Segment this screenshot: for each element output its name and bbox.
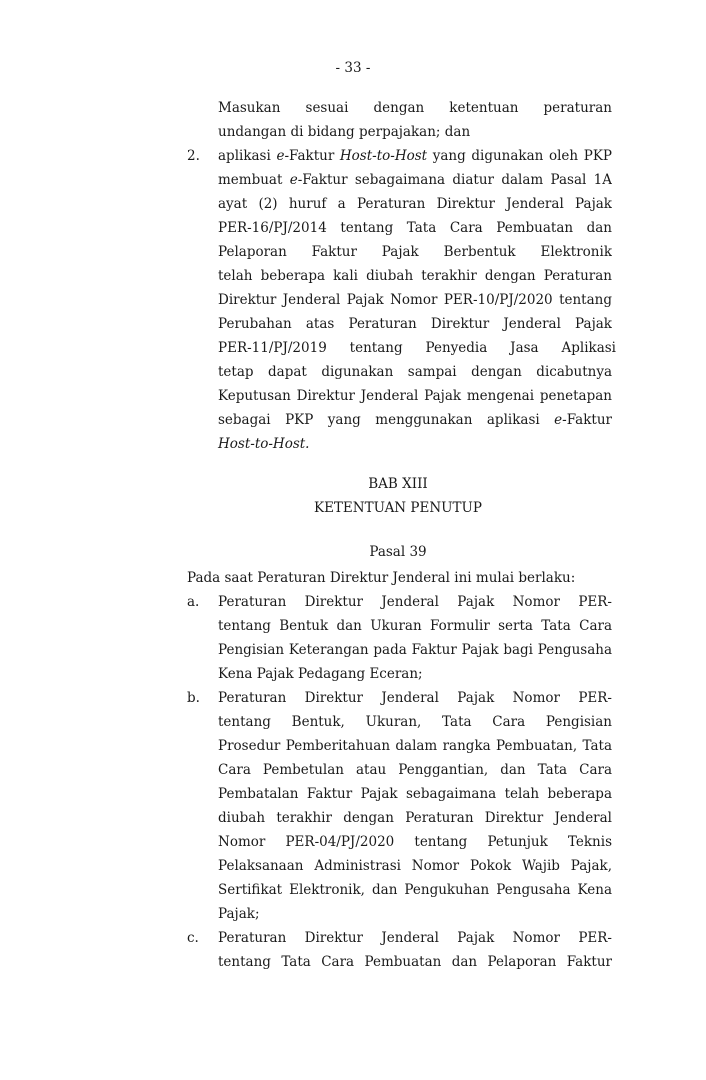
- intro-line-2: undangan di bidang perpajakan; dan: [218, 124, 471, 140]
- item-2-line-6: telah beberapa kali diubah terakhir dengan Peraturan: [218, 268, 612, 284]
- text-segment: Faktur: [566, 412, 612, 428]
- e-prefix: e-: [276, 148, 290, 164]
- item-b-line-7: Nomor PER-04/PJ/2020 tentang Petunjuk Teknis: [218, 834, 612, 850]
- page-number: - 33 -: [335, 60, 371, 76]
- article-intro: Pada saat Peraturan Direktur Jenderal ini mulai berlaku:: [187, 570, 576, 586]
- item-c-line-2: tentang Tata Cara Pembuatan dan Pelaporan Faktur: [218, 954, 612, 970]
- text-segment: Faktur sebagaimana diatur dalam Pasal 1A: [302, 172, 612, 188]
- chapter-subtitle: KETENTUAN PENUTUP: [313, 500, 483, 516]
- item-a-line-3: Pengisian Keterangan pada Faktur Pajak bagi Pengusaha: [218, 642, 612, 658]
- host-to-host-term: Host-to-Host: [339, 148, 428, 164]
- article-title: Pasal 39: [369, 544, 427, 560]
- item-2-line-4: PER-16/PJ/2014 tentang Tata Cara Pembuatan dan: [218, 220, 612, 236]
- item-b-line-3: Prosedur Pemberitahuan dalam rangka Pembuatan, Tata: [218, 738, 612, 754]
- text-segment: aplikasi: [218, 148, 277, 164]
- item-2-line-2: [218, 172, 612, 189]
- item-2-line-8: Perubahan atas Peraturan Direktur Jenderal Pajak: [218, 316, 612, 332]
- text-segment: membuat: [218, 172, 290, 188]
- item-b-marker: b.: [187, 690, 200, 706]
- chapter-title: BAB XIII: [368, 476, 428, 492]
- e-prefix: e-: [554, 412, 567, 428]
- item-a-line-4: Kena Pajak Pedagang Eceran;: [218, 666, 423, 682]
- item-2-line-12: [218, 412, 612, 429]
- item-a-marker: a.: [187, 594, 200, 610]
- item-b-line-6: diubah terakhir dengan Peraturan Direktur Jenderal: [218, 810, 612, 826]
- item-c-line-1: Peraturan Direktur Jenderal Pajak Nomor PER-: [218, 930, 612, 946]
- item-c-marker: c.: [187, 930, 199, 946]
- item-2-line-7: Direktur Jenderal Pajak Nomor PER-10/PJ/2020 tentang: [218, 292, 612, 308]
- item-2-line-1: [218, 148, 612, 165]
- item-2-line-13: Host-to-Host.: [218, 436, 310, 452]
- text-segment: Faktur: [289, 148, 340, 164]
- item-b-line-9: Sertifikat Elektronik, dan Pengukuhan Pengusaha Kena: [218, 882, 612, 898]
- e-prefix: e-: [289, 172, 303, 188]
- item-2-line-5: Pelaporan Faktur Pajak Berbentuk Elektronik: [218, 244, 612, 260]
- intro-line-1: Masukan sesuai dengan ketentuan peraturan: [218, 100, 612, 116]
- item-a-line-1: Peraturan Direktur Jenderal Pajak Nomor PER-: [218, 594, 612, 610]
- item-2-line-10: tetap dapat digunakan sampai dengan dicabutnya: [218, 364, 612, 380]
- text-segment: yang digunakan oleh PKP: [432, 148, 612, 164]
- item-a-line-2: tentang Bentuk dan Ukuran Formulir serta Tata Cara: [218, 618, 612, 634]
- text-segment: sebagai PKP yang menggunakan aplikasi: [218, 412, 555, 428]
- item-b-line-1: Peraturan Direktur Jenderal Pajak Nomor PER-: [218, 690, 612, 706]
- item-2-line-9: PER-11/PJ/2019 tentang Penyedia Jasa Aplikasi: [218, 340, 616, 356]
- item-2-line-11: Keputusan Direktur Jenderal Pajak mengenai penetapan: [218, 388, 612, 404]
- item-b-line-5: Pembatalan Faktur Pajak sebagaimana telah beberapa: [218, 786, 612, 802]
- item-b-line-2: tentang Bentuk, Ukuran, Tata Cara Pengisian: [218, 714, 612, 730]
- item-b-line-10: Pajak;: [218, 906, 260, 922]
- item-b-line-4: Cara Pembetulan atau Penggantian, dan Tata Cara: [218, 762, 612, 778]
- item-2-line-3: ayat (2) huruf a Peraturan Direktur Jenderal Pajak: [218, 196, 612, 212]
- item-b-line-8: Pelaksanaan Administrasi Nomor Pokok Wajib Pajak,: [218, 858, 612, 874]
- item-2-marker: 2.: [187, 148, 200, 164]
